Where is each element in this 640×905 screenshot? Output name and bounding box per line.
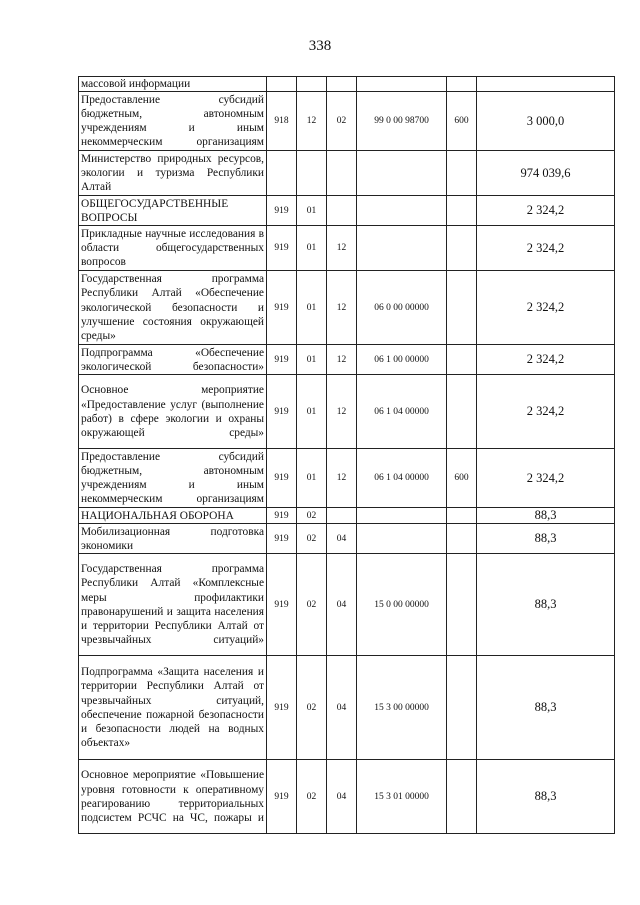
page-number: 338 xyxy=(308,38,332,54)
expense-type-code: 600 xyxy=(447,92,477,151)
ved-code: 919 xyxy=(267,449,297,508)
table-row xyxy=(79,508,615,524)
sum-cell: 88,3 xyxy=(477,656,615,760)
target-article-code: 06 1 04 00000 xyxy=(357,449,447,508)
sum-cell: 3 000,0 xyxy=(477,92,615,151)
ved-code: 919 xyxy=(267,345,297,375)
row-name: Подпрограмма «Защита населения и территории Республики Алтай от чрезвычайных ситуаций, обеспечение пожарной безопасности и безопасности людей на водных объектах» xyxy=(79,656,267,760)
podrazdel-code: 12 xyxy=(327,449,357,508)
razdel-code xyxy=(297,151,327,196)
table-row xyxy=(79,656,615,760)
row-name: ОБЩЕГОСУДАРСТВЕННЫЕ ВОПРОСЫ xyxy=(79,196,267,226)
target-article-code xyxy=(357,524,447,554)
podrazdel-code: 12 xyxy=(327,226,357,271)
razdel-code: 12 xyxy=(297,92,327,151)
target-article-code: 15 0 00 00000 xyxy=(357,554,447,656)
row-name: Предоставление субсидий бюджетным, автономным учреждениям и иным некоммерческим организациям xyxy=(79,449,267,508)
sum-cell: 2 324,2 xyxy=(477,271,615,345)
sum-cell: 88,3 xyxy=(477,554,615,656)
target-article-code xyxy=(357,226,447,271)
target-article-code xyxy=(357,196,447,226)
podrazdel-code xyxy=(327,508,357,524)
target-article-code: 06 0 00 00000 xyxy=(357,271,447,345)
table-row xyxy=(79,92,615,151)
expense-type-code xyxy=(447,508,477,524)
podrazdel-code: 04 xyxy=(327,760,357,834)
ved-code: 919 xyxy=(267,554,297,656)
target-article-code xyxy=(357,508,447,524)
razdel-code xyxy=(297,77,327,92)
row-name: Основное мероприятие «Предоставление услуг (выполнение работ) в сфере экологии и охраны окружающей среды» xyxy=(79,375,267,449)
ved-code: 919 xyxy=(267,656,297,760)
ved-code xyxy=(267,151,297,196)
expense-type-code xyxy=(447,345,477,375)
row-name: Основное мероприятие «Повышение уровня готовности к оперативному реагированию территориальных подсистем РСЧС на ЧС, пожары и xyxy=(79,760,267,834)
ved-code xyxy=(267,77,297,92)
table-row xyxy=(79,77,615,92)
expense-type-code xyxy=(447,375,477,449)
razdel-code: 02 xyxy=(297,554,327,656)
row-name: НАЦИОНАЛЬНАЯ ОБОРОНА xyxy=(79,508,267,524)
row-name: Государственная программа Республики Алтай «Комплексные меры профилактики правонарушений и защита населения и территории Республики Алтай от чрезвычайных ситуаций» xyxy=(79,554,267,656)
razdel-code: 02 xyxy=(297,524,327,554)
table-row xyxy=(79,554,615,656)
ved-code: 919 xyxy=(267,508,297,524)
sum-cell: 2 324,2 xyxy=(477,449,615,508)
target-article-code xyxy=(357,151,447,196)
ved-code: 919 xyxy=(267,760,297,834)
budget-table xyxy=(78,76,615,834)
row-name: Мобилизационная подготовка экономики xyxy=(79,524,267,554)
row-name: массовой информации xyxy=(79,77,267,92)
expense-type-code xyxy=(447,226,477,271)
sum-cell: 2 324,2 xyxy=(477,226,615,271)
razdel-code: 01 xyxy=(297,271,327,345)
ved-code: 919 xyxy=(267,524,297,554)
podrazdel-code xyxy=(327,77,357,92)
podrazdel-code xyxy=(327,151,357,196)
ved-code: 919 xyxy=(267,271,297,345)
ved-code: 919 xyxy=(267,196,297,226)
expense-type-code xyxy=(447,77,477,92)
sum-cell: 2 324,2 xyxy=(477,345,615,375)
table-row xyxy=(79,375,615,449)
row-name: Подпрограмма «Обеспечение экологической безопасности» xyxy=(79,345,267,375)
table-row xyxy=(79,760,615,834)
row-name: Прикладные научные исследования в области общегосударственных вопросов xyxy=(79,226,267,271)
target-article-code: 99 0 00 98700 xyxy=(357,92,447,151)
target-article-code: 15 3 00 00000 xyxy=(357,656,447,760)
razdel-code: 02 xyxy=(297,656,327,760)
sum-cell xyxy=(477,77,615,92)
podrazdel-code: 04 xyxy=(327,524,357,554)
podrazdel-code: 02 xyxy=(327,92,357,151)
table-row xyxy=(79,524,615,554)
table-row xyxy=(79,345,615,375)
table-row xyxy=(79,226,615,271)
razdel-code: 01 xyxy=(297,345,327,375)
table-row xyxy=(79,449,615,508)
table-row xyxy=(79,151,615,196)
expense-type-code xyxy=(447,151,477,196)
ved-code: 919 xyxy=(267,375,297,449)
expense-type-code xyxy=(447,554,477,656)
podrazdel-code: 12 xyxy=(327,271,357,345)
table-row xyxy=(79,196,615,226)
razdel-code: 01 xyxy=(297,226,327,271)
sum-cell: 2 324,2 xyxy=(477,196,615,226)
podrazdel-code: 12 xyxy=(327,345,357,375)
razdel-code: 01 xyxy=(297,375,327,449)
podrazdel-code: 04 xyxy=(327,656,357,760)
sum-cell: 88,3 xyxy=(477,760,615,834)
sum-cell: 974 039,6 xyxy=(477,151,615,196)
sum-cell: 2 324,2 xyxy=(477,375,615,449)
razdel-code: 02 xyxy=(297,760,327,834)
podrazdel-code: 04 xyxy=(327,554,357,656)
row-name: Государственная программа Республики Алтай «Обеспечение экологической безопасности и улучшение состояния окружающей среды» xyxy=(79,271,267,345)
expense-type-code: 600 xyxy=(447,449,477,508)
target-article-code xyxy=(357,77,447,92)
expense-type-code xyxy=(447,271,477,345)
target-article-code: 15 3 01 00000 xyxy=(357,760,447,834)
expense-type-code xyxy=(447,760,477,834)
razdel-code: 02 xyxy=(297,508,327,524)
row-name: Предоставление субсидий бюджетным, автономным учреждениям и иным некоммерческим организациям xyxy=(79,92,267,151)
expense-type-code xyxy=(447,656,477,760)
row-name: Министерство природных ресурсов, экологии и туризма Республики Алтай xyxy=(79,151,267,196)
sum-cell: 88,3 xyxy=(477,524,615,554)
target-article-code: 06 1 04 00000 xyxy=(357,375,447,449)
expense-type-code xyxy=(447,196,477,226)
ved-code: 918 xyxy=(267,92,297,151)
target-article-code: 06 1 00 00000 xyxy=(357,345,447,375)
sum-cell: 88,3 xyxy=(477,508,615,524)
razdel-code: 01 xyxy=(297,449,327,508)
podrazdel-code xyxy=(327,196,357,226)
podrazdel-code: 12 xyxy=(327,375,357,449)
razdel-code: 01 xyxy=(297,196,327,226)
ved-code: 919 xyxy=(267,226,297,271)
expense-type-code xyxy=(447,524,477,554)
table-row xyxy=(79,271,615,345)
